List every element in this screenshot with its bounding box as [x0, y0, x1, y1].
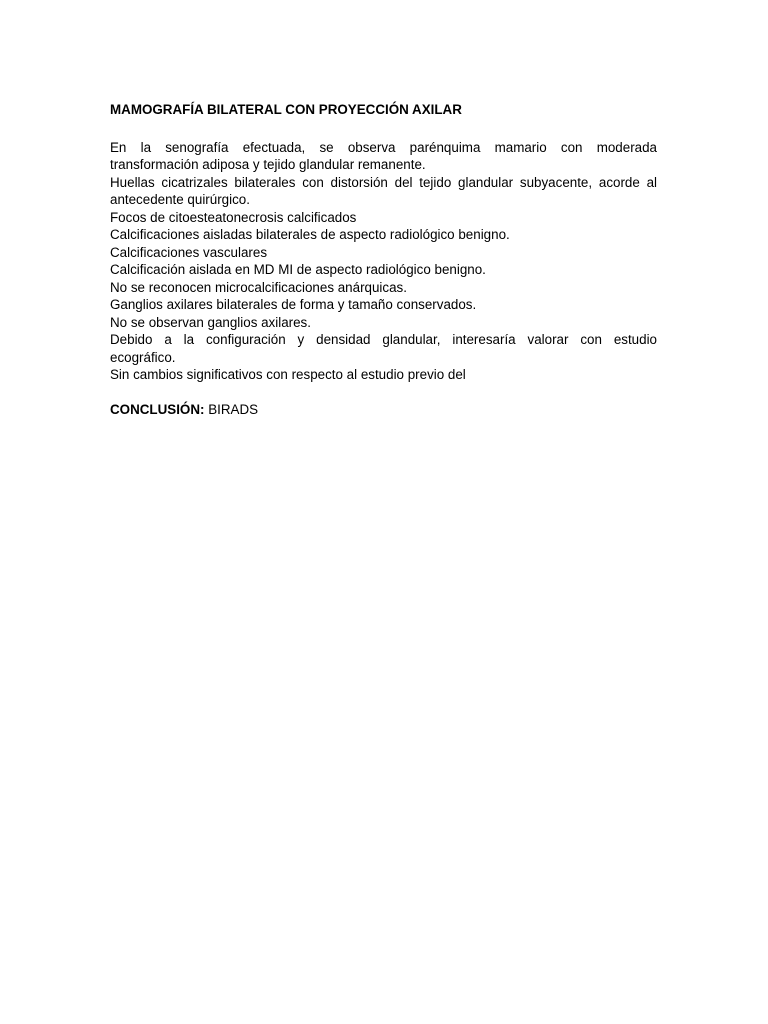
conclusion-label: CONCLUSIÓN: [110, 401, 205, 417]
report-line: Sin cambios significativos con respecto al estudio previo del [110, 367, 466, 382]
report-line: No se reconocen microcalcificaciones anárquicas. [110, 279, 407, 295]
conclusion-line [110, 401, 657, 419]
report-line: Ganglios axilares bilaterales de forma y tamaño conservados. [110, 297, 477, 312]
report-body [110, 139, 657, 384]
conclusion-value: BIRADS [208, 401, 259, 417]
report-line: transformación adiposa y tejido glandular remanente. [110, 157, 426, 172]
report-line: Calcificación aislada en MD MI de aspecto radiológico benigno. [110, 262, 486, 277]
report-line: Debido a la configuración y densidad glandular, interesaría valorar con estudio [110, 332, 657, 347]
document-title: MAMOGRAFÍA BILATERAL CON PROYECCIÓN AXILAR [110, 102, 462, 117]
report-line: No se observan ganglios axilares. [110, 314, 311, 330]
document-page [110, 101, 657, 418]
report-line: Calcificaciones vasculares [110, 244, 268, 260]
report-line: Focos de citoesteatonecrosis calcificados [110, 209, 357, 225]
report-line: ecográfico. [110, 349, 176, 365]
report-line: En la senografía efectuada, se observa parénquima mamario con moderada [110, 139, 657, 155]
report-line: Calcificaciones aisladas bilaterales de aspecto radiológico benigno. [110, 227, 510, 242]
report-line: antecedente quirúrgico. [110, 192, 250, 207]
report-line: Huellas cicatrizales bilaterales con distorsión del tejido glandular subyacente, acorde al [110, 174, 657, 190]
